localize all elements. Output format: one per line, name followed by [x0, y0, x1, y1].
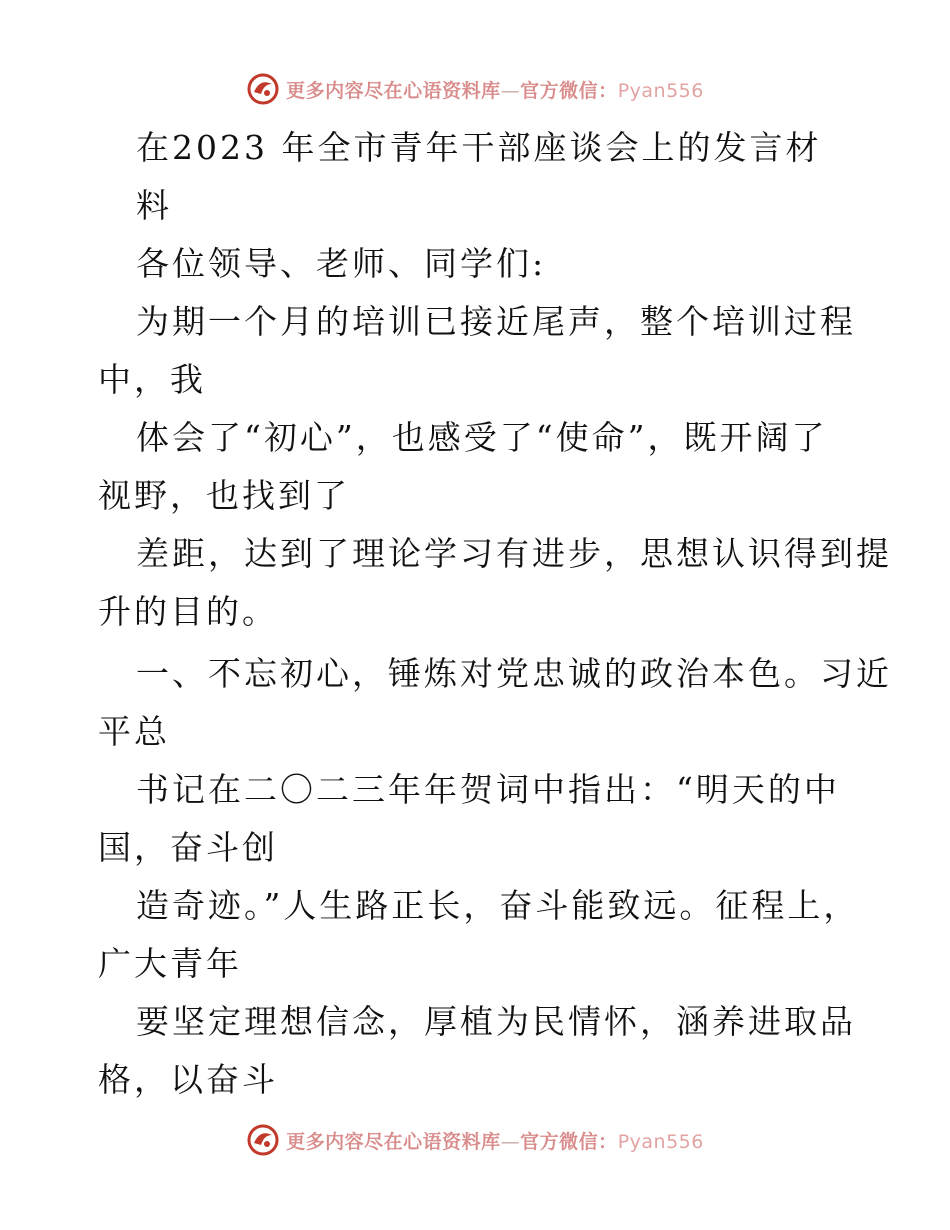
paragraph-line: 为期一个月的培训已接近尾声，整个培训过程: [136, 302, 856, 341]
watermark-dash: —: [500, 79, 521, 102]
paragraph-line: 造奇迹。”人生路正长，奋斗能致远。征程上，: [136, 886, 860, 925]
paragraph-line: 中，我: [98, 360, 206, 399]
paragraph-line: 视野，也找到了: [98, 476, 350, 515]
title-line-1: 在2023 年全市青年干部座谈会上的发言材: [136, 128, 822, 167]
watermark-banner-top: [0, 72, 950, 106]
paragraph-line: 格，以奋斗: [98, 1060, 278, 1099]
red-swirl-logo-icon: [246, 1123, 280, 1157]
title-line-2: 料: [136, 186, 172, 225]
watermark-text: [286, 1127, 704, 1154]
section-heading-line: 一、不忘初心，锤炼对党忠诚的政治本色。习近: [136, 654, 892, 693]
paragraph-line: 体会了“初心”，也感受了“使命”，既开阔了: [136, 418, 828, 457]
paragraph-line: 要坚定理想信念，厚植为民情怀，涵养进取品: [136, 1002, 856, 1041]
red-swirl-logo-icon: [246, 72, 280, 106]
watermark-id: Pyan556: [617, 1130, 704, 1153]
watermark-contact: 官方微信：: [520, 1130, 618, 1153]
watermark-main: 更多内容尽在心语资料库: [286, 79, 501, 102]
paragraph-line: 广大青年: [98, 944, 242, 983]
paragraph-line: 书记在二〇二三年年贺词中指出：“明天的中: [136, 770, 840, 809]
watermark-text: [286, 76, 704, 103]
paragraph-line: 差距，达到了理论学习有进步，思想认识得到提: [136, 534, 892, 573]
paragraph-line: 平总: [98, 712, 170, 751]
watermark-id: Pyan556: [617, 79, 704, 102]
watermark-banner-bottom: [0, 1123, 950, 1157]
salutation: 各位领导、老师、同学们:: [136, 244, 547, 283]
watermark-contact: 官方微信：: [520, 79, 618, 102]
watermark-dash: —: [500, 1130, 521, 1153]
paragraph-line: 升的目的。: [98, 592, 278, 631]
paragraph-line: 国，奋斗创: [98, 828, 278, 867]
watermark-main: 更多内容尽在心语资料库: [286, 1130, 501, 1153]
